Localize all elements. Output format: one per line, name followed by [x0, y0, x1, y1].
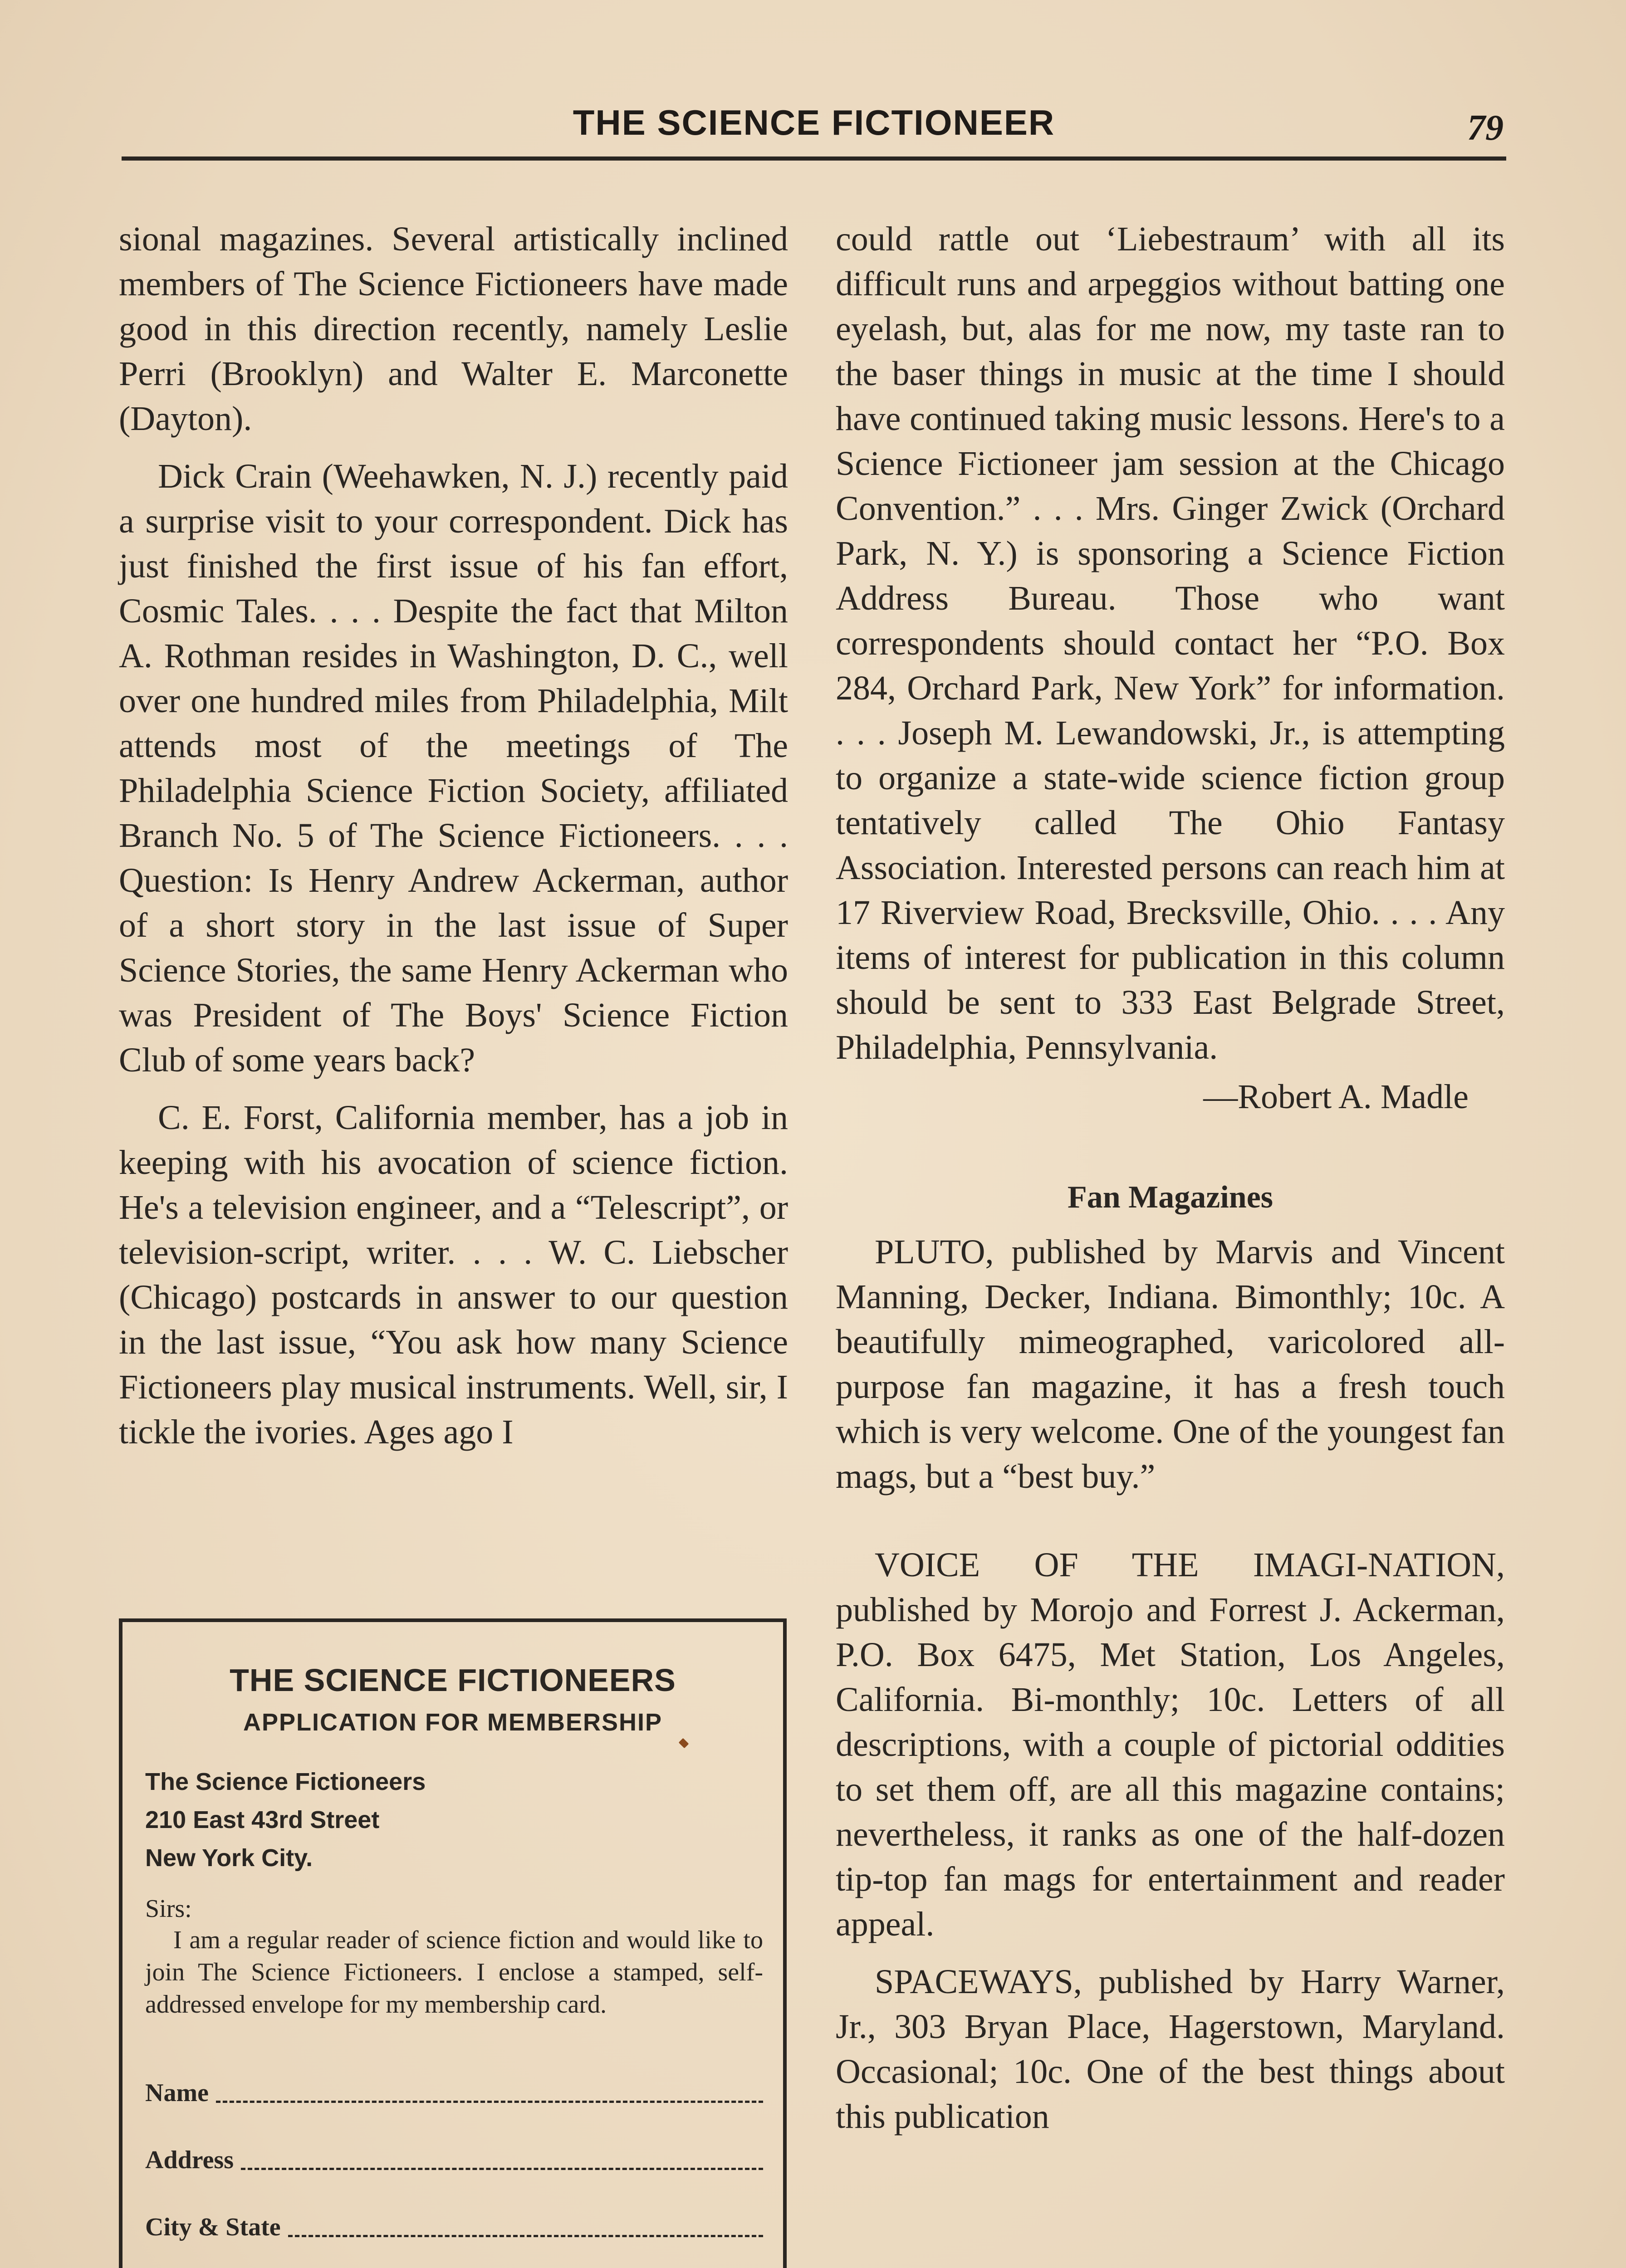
header-title: THE SCIENCE FICTIONEER	[573, 103, 1055, 142]
city-state-field-line[interactable]	[288, 2235, 763, 2237]
right-paragraph-pluto: PLUTO, published by Marvis and Vincent Manning, Decker, Indiana. Bimonthly; 10c. A beautifully mimeographed, varicolored all-purpose fan magazine, it has a fresh touch which is very welcome. One of the youngest fan mags, but a “best buy.”	[836, 1233, 1505, 1496]
form-address-line-1: The Science Fictioneers	[145, 1768, 426, 1795]
column-signature: —Robert A. Madle	[1203, 1078, 1469, 1116]
name-field-label: Name	[145, 2079, 209, 2107]
page-number: 79	[1467, 108, 1504, 148]
left-paragraph-2: Dick Crain (Weehawken, N. J.) recently paid a surprise visit to your correspondent. Dick has just finished the first issue of his fan effort, Cosmic Tales. . . . Despite the fact that Milton A. Rothman resides in Washington, D. C., well over one hundred miles from Philadelphia, Milt attends most of the meetings of The Philadelphia Science Fiction Society, affiliated Branch No. 5 of The Science Fictioneers. . . . Question: Is Henry Andrew Ackerman, author of a short story in the last issue of Super Science Stories, the same Henry Ackerman who was President of The Boys' Science Fiction Club of some years back?	[119, 457, 788, 1079]
address-field-line[interactable]	[241, 2168, 763, 2170]
form-body-text: I am a regular reader of science fiction and would like to join The Science Fictioneers. I enclose a stamped, self-addressed envelope for my membership card.	[145, 1926, 763, 2019]
address-field-label: Address	[145, 2146, 234, 2174]
section-heading-fan-magazines: Fan Magazines	[1067, 1180, 1273, 1215]
address-field[interactable]	[145, 2143, 763, 2175]
left-paragraph-1: sional magazines. Several artistically inclined members of The Science Fictioneers have made good in this direction recently, namely Leslie Perri (Brooklyn) and Walter E. Marconette (Dayton).	[119, 220, 788, 438]
name-field[interactable]	[145, 2076, 763, 2107]
running-header	[122, 93, 1506, 161]
right-paragraph-1: could rattle out ‘Liebestraum’ with all its difficult runs and arpeggios without batting one eyelash, but, alas for me now, my taste ran to the baser things in music at the time I should have continued taking music lessons. Here's to a Science Fictioneer jam session at the Chicago Convention.” . . . Mrs. Ginger Zwick (Orchard Park, N. Y.) is sponsoring a Science Fiction Address Bureau. Those who want correspondents should contact her “P.O. Box 284, Orchard Park, New York” for information. . . . Joseph M. Lewandowski, Jr., is attempting to organize a state-wide science fiction group tentatively called The Ohio Fantasy Association. Interested persons can reach him at 17 Riverview Road, Brecksville, Ohio. . . . Any items of interest for publication in this column should be sent to 333 East Belgrade Street, Philadelphia, Pennsylvania.	[836, 220, 1505, 1066]
form-subtitle: APPLICATION FOR MEMBERSHIP	[243, 1709, 662, 1736]
left-column	[119, 217, 788, 1455]
left-paragraph-3: C. E. Forst, California member, has a job in keeping with his avocation of science fiction. He's a television engineer, and a “Telescript”, or television-script, writer. . . . W. C. Liebscher (Chicago) postcards in answer to our question in the last issue, “You ask how many Science Fictioneers play musical instruments. Well, sir, I tickle the ivories. Ages ago I	[119, 1099, 788, 1451]
city-state-field[interactable]	[145, 2210, 763, 2242]
form-address-line-2: 210 East 43rd Street	[145, 1806, 380, 1833]
form-title: THE SCIENCE FICTIONEERS	[230, 1662, 676, 1698]
right-column	[836, 217, 1505, 2139]
form-address-line-3: New York City.	[145, 1844, 313, 1872]
name-field-line[interactable]	[216, 2101, 763, 2103]
city-state-field-label: City & State	[145, 2213, 281, 2241]
form-mailing-address	[145, 1763, 426, 1877]
right-paragraph-voice: VOICE OF THE IMAGI-NATION, published by Morojo and Forrest J. Ackerman, P.O. Box 6475, Met Station, Los Angeles, California. Bi-monthly; 10c. Letters of all descriptions, with a couple of pictorial oddities to set them off, are all this magazine contains; nevertheless, it ranks as one of the half-dozen tip-top fan mags for entertainment and reader appeal.	[836, 1546, 1505, 1943]
right-paragraph-spaceways: SPACEWAYS, published by Harry Warner, Jr., 303 Bryan Place, Hagerstown, Maryland. Occasional; 10c. One of the best things about this publication	[836, 1963, 1505, 2136]
membership-application-form	[119, 1618, 787, 2268]
form-salutation: Sirs:	[145, 1895, 192, 1923]
